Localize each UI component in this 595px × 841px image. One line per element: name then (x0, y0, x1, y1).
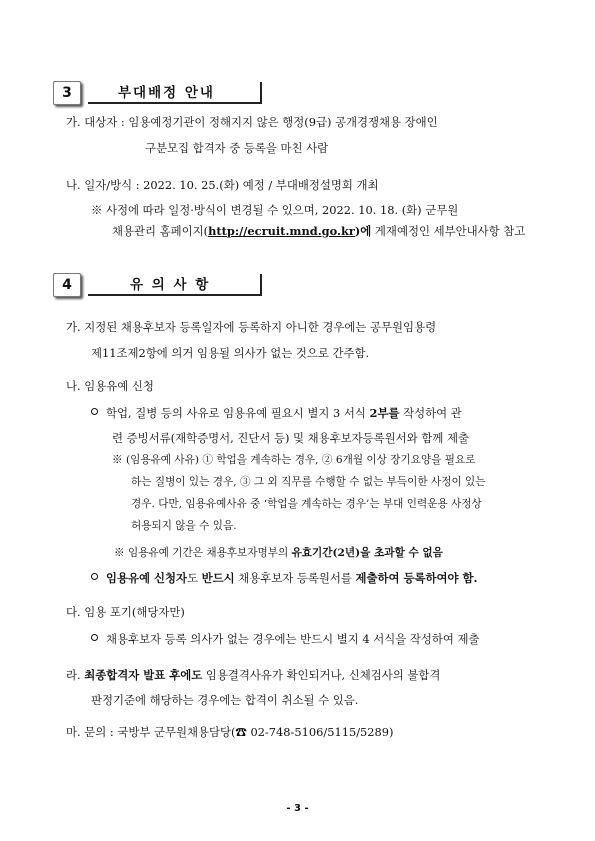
bullet-icon (91, 408, 98, 415)
note-schedule: ※ 사정에 따라 일정·방식이 변경될 수 있으며, 2022. 10. 18. (화) 군무원 (91, 203, 459, 217)
note-line: ※ (임용유예 사유) ① 학업을 계속하는 경우, ② 6개월 이상 장기요양을 필요로 (112, 454, 476, 466)
list-item: 학업, 질병 등의 사유로 임용유예 필요시 별지 3 서식 2부를 작성하여 관 (91, 405, 462, 421)
section-title: 부대배정 안내 (88, 82, 262, 104)
bullet-icon (91, 634, 98, 641)
item-ma: 마. 문의 : 국방부 군무원채용담당(☎ 02-748-5106/5115/5289) (66, 725, 394, 739)
note-line: 하는 질병이 있는 경우, ③ 그 외 직무를 수행할 수 없는 부득이한 사정이 있는 (131, 476, 486, 488)
section-title: 유 의 사 항 (88, 274, 262, 296)
item-ga: 가. 지정된 채용후보자 등록일자에 등록하지 아니한 경우에는 공무원임용령 (66, 320, 437, 334)
section-number-badge: 3 (53, 81, 81, 105)
item-ra: 라. 최종합격자 발표 후에도 임용결격사유가 확인되거나, 신체검사의 불합격 (66, 668, 441, 682)
item-ga-cont: 구분모집 합격자 중 등록을 마친 사람 (145, 141, 329, 155)
note-text: 게재예정인 세부안내사항 참고 (371, 224, 526, 238)
item-na: 나. 임용유예 신청 (66, 379, 154, 393)
list-item-cont: 련 증빙서류(재학증명서, 진단서 등) 및 채용후보자등록원서와 함께 제출 (112, 431, 469, 445)
note-homepage (112, 223, 525, 239)
note-text: 채용관리 홈페이지( (112, 224, 209, 238)
note-line: 허용되지 않을 수 있음. (131, 520, 237, 532)
item-ra-cont: 판정기준에 해당하는 경우에는 합격이 취소될 수 있음. (91, 693, 359, 707)
page-number: - 3 - (286, 803, 309, 814)
list-item: 임용유예 신청자도 반드시 채용후보자 등록원서를 제출하여 등록하여야 함. (91, 570, 477, 586)
item-da: 다. 임용 포기(해당자만) (66, 605, 185, 619)
item-na: 나. 일자/방식 : 2022. 10. 25.(화) 예정 / 부대배정설명회 개최 (66, 178, 379, 192)
item-ga: 가. 대상자 : 임용예정기관이 정해지지 않은 행정(9급) 공개경쟁채용 장애인 (66, 115, 438, 129)
item-ga-cont: 제11조제2항에 의거 임용될 의사가 없는 것으로 간주함. (91, 346, 370, 360)
note-text: )에 (354, 224, 372, 238)
section-number-badge: 4 (53, 273, 81, 297)
bullet-icon (91, 573, 98, 580)
recruit-link[interactable]: http://ecruit.mnd.go.kr (208, 224, 355, 238)
list-item: 채용후보자 등록 의사가 없는 경우에는 반드시 별지 4 서식을 작성하여 제출 (91, 631, 480, 647)
note-line: 경우. 다만, 임용유예사유 중 ‘학업을 계속하는 경우’는 부대 인력운용 사정상 (131, 498, 482, 510)
note-line: ※ 임용유예 기간은 채용후보자명부의 유효기간(2년)을 초과할 수 없음 (114, 547, 443, 559)
